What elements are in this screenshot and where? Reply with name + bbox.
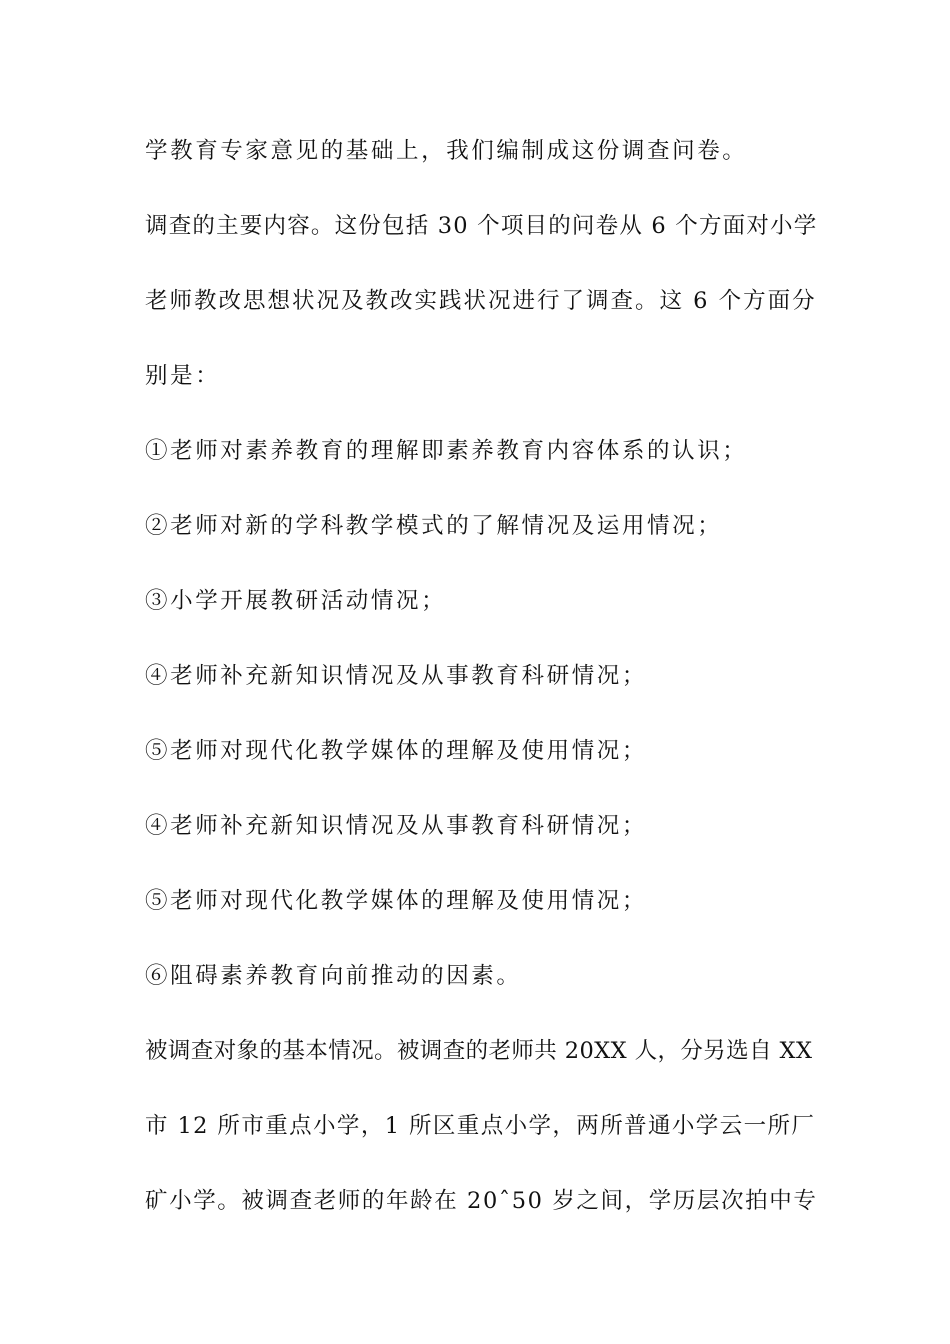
text-line: 被调查对象的基本情况。被调查的老师共 20XX 人，分另选自 XX — [145, 1038, 813, 1064]
list-item: ③小学开展教研活动情况； — [145, 588, 447, 614]
list-item: ⑤老师对现代化教学媒体的理解及使用情况； — [145, 888, 648, 914]
text-line: 别是： — [145, 363, 221, 389]
text-line: 矿小学。被调查老师的年龄在 20ˆ50 岁之间，学历层次拍中专 — [145, 1188, 818, 1214]
list-item: ④老师补充新知识情况及从事教育科研情况； — [145, 663, 648, 689]
list-item: ⑤老师对现代化教学媒体的理解及使用情况； — [145, 738, 648, 764]
text-line: 市 12 所市重点小学，1 所区重点小学，两所普通小学云一所厂 — [145, 1113, 816, 1139]
list-item: ②老师对新的学科教学模式的了解情况及运用情况； — [145, 513, 723, 539]
text-line: 老师教改思想状况及教改实践状况进行了调查。这 6 个方面分 — [145, 288, 817, 314]
text-line: 学教育专家意见的基础上，我们编制成这份调查问卷。 — [145, 138, 748, 164]
list-item: ④老师补充新知识情况及从事教育科研情况； — [145, 813, 648, 839]
list-item: ⑥阻碍素养教育向前推动的因素。 — [145, 963, 522, 989]
text-line: 调查的主要内容。这份包括 30 个项目的问卷从 6 个方面对小学 — [145, 213, 818, 239]
list-item: ①老师对素养教育的理解即素养教育内容体系的认识； — [145, 438, 748, 464]
